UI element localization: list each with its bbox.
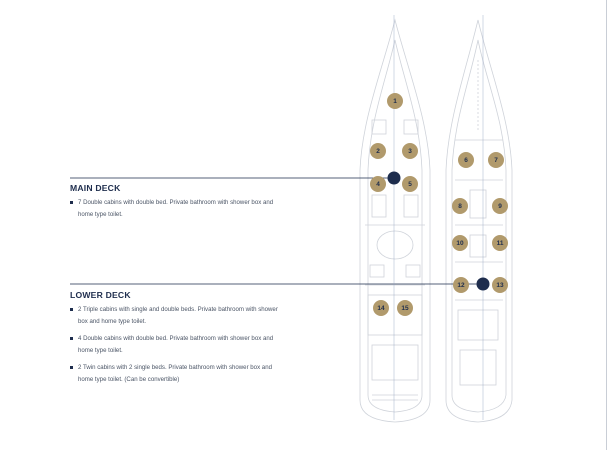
svg-text:1: 1	[393, 98, 397, 105]
svg-text:10: 10	[456, 240, 464, 247]
lower-deck-marker	[477, 278, 490, 291]
lower-deck-title: LOWER DECK	[70, 290, 131, 300]
cabin-badge	[492, 277, 508, 293]
cabin-badge	[397, 300, 413, 316]
svg-text:5: 5	[408, 181, 412, 188]
cabin-badge	[402, 176, 418, 192]
svg-text:15: 15	[401, 305, 409, 312]
main-deck-title: MAIN DECK	[70, 183, 121, 193]
cabin-badge	[387, 93, 403, 109]
lower-deck-hull	[446, 20, 512, 422]
svg-text:9: 9	[498, 203, 502, 210]
svg-text:11: 11	[496, 240, 504, 247]
cabin-badge	[492, 198, 508, 214]
main-deck-hull	[360, 20, 430, 422]
cabin-badge	[370, 176, 386, 192]
main-deck-marker	[388, 172, 401, 185]
cabin-badge	[370, 143, 386, 159]
cabin-badge	[488, 152, 504, 168]
lower-deck-item: 2 Twin cabins with 2 single beds. Private bathroom with shower box and home type toilet. (Can be convertible)	[70, 362, 280, 385]
cabin-badge	[453, 277, 469, 293]
svg-text:2: 2	[376, 148, 380, 155]
cabin-badge	[492, 235, 508, 251]
cabin-badge	[452, 198, 468, 214]
svg-text:7: 7	[494, 157, 498, 164]
cabin-badge	[452, 235, 468, 251]
svg-text:13: 13	[496, 282, 504, 289]
main-deck-item: 7 Double cabins with double bed. Private bathroom with shower box and home type toilet.	[70, 197, 280, 220]
svg-text:12: 12	[457, 282, 465, 289]
lower-deck-item: 2 Triple cabins with single and double beds. Private bathroom with shower box and home type toilet.	[70, 304, 280, 327]
svg-text:6: 6	[464, 157, 468, 164]
svg-text:8: 8	[458, 203, 462, 210]
svg-text:3: 3	[408, 148, 412, 155]
svg-text:14: 14	[377, 305, 385, 312]
svg-text:4: 4	[376, 181, 380, 188]
cabin-badge	[458, 152, 474, 168]
cabin-badge	[373, 300, 389, 316]
lower-deck-item: 4 Double cabins with double bed. Private bathroom with shower box and home type toilet.	[70, 333, 280, 356]
cabin-badge	[402, 143, 418, 159]
